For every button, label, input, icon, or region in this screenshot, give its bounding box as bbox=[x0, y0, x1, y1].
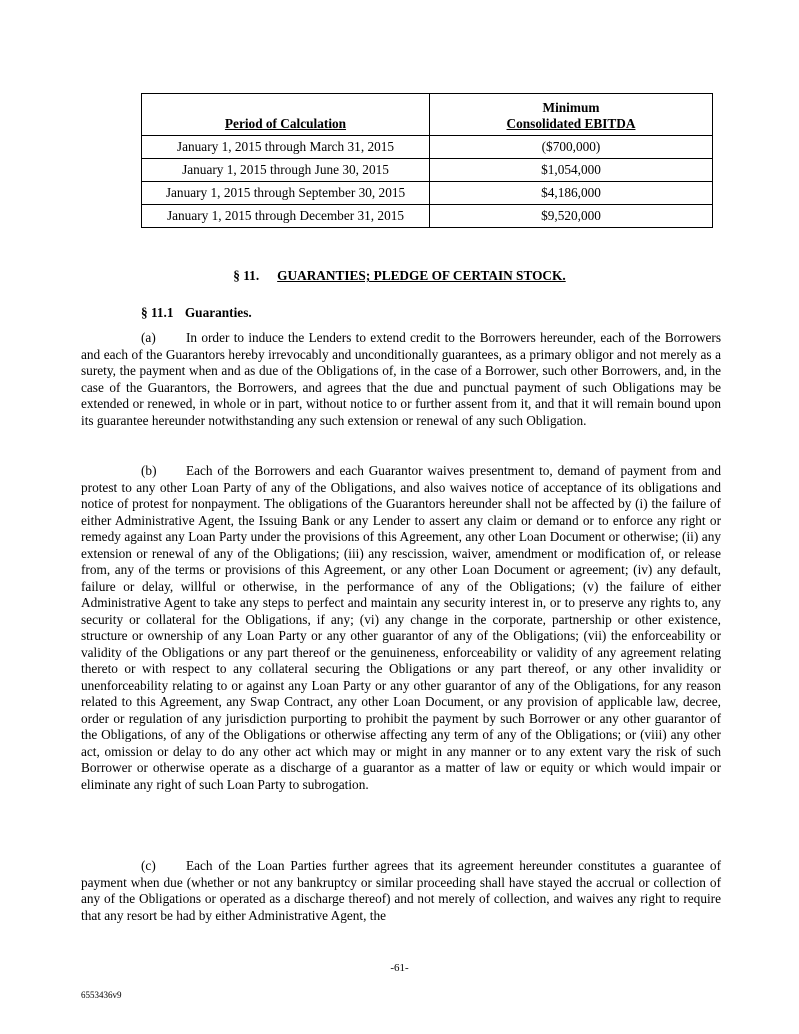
section-heading bbox=[0, 268, 799, 284]
paragraph-a-marker: (a) bbox=[141, 330, 156, 345]
row-value: $4,186,000 bbox=[430, 182, 713, 205]
page-number: -61- bbox=[390, 962, 409, 974]
row-period: January 1, 2015 through September 30, 2015 bbox=[142, 182, 430, 205]
paragraph-a-text: In order to induce the Lenders to extend credit to the Borrowers hereunder, each of the Borrowers and each of the Guarantors hereby irrevocably and unconditionally guarantees, as a primary obligor and not merely as a surety, the payment when and as due of the Obligations of, in the case of a Borrower, such other Borrowers, and, in the case of the Guarantors, the Borrowers, and agrees that the due and punctual payment of such Obligations may be extended or renewed, in whole or in part, without notice to or further assent from it, and that it will remain bound upon its guarantee hereunder notwithstanding any such extension or renewal of any such Obligation. bbox=[81, 330, 721, 428]
row-period: January 1, 2015 through December 31, 2015 bbox=[142, 205, 430, 228]
table-row bbox=[142, 205, 713, 228]
header-period-label: Period of Calculation bbox=[224, 116, 347, 131]
subsection-number: § 11.1 bbox=[141, 305, 174, 320]
row-value: $1,054,000 bbox=[430, 159, 713, 182]
paragraph-b-marker: (b) bbox=[141, 463, 157, 478]
header-min-line1: Minimum bbox=[542, 100, 600, 115]
header-period bbox=[142, 94, 430, 136]
row-value: ($700,000) bbox=[430, 136, 713, 159]
document-id: 6553436v9 bbox=[81, 990, 122, 1000]
subsection-title: Guaranties. bbox=[184, 305, 252, 320]
table-row bbox=[142, 136, 713, 159]
subsection-heading bbox=[141, 305, 252, 321]
table-row bbox=[142, 159, 713, 182]
paragraph-c bbox=[81, 858, 721, 924]
section-title: GUARANTIES; PLEDGE OF CERTAIN STOCK. bbox=[277, 268, 566, 283]
section-number: § 11. bbox=[233, 268, 260, 283]
paragraph-b-text: Each of the Borrowers and each Guarantor waives presentment to, demand of payment from and protest to any other Loan Party of any of the Obligations, and also waives notice of acceptance of its obligations and notice of protest for nonpayment. The obligations of the Guarantors hereunder shall not be affected by (i) the failure of either Administrative Agent, the Issuing Bank or any Lender to assert any claim or demand or to enforce any right or remedy against any Loan Party under the provisions of this Agreement, any other Loan Document or otherwise; (ii) any extension or renewal of any of the Obligations; (iii) any rescission, waiver, amendment or modification of, or release from, any of the terms or provisions of this Agreement, or any other Loan Document or agreement; (iv) any default, failure or delay, willful or otherwise, in the performance of any of the Obligations; (v) the failure of either Administrative Agent to take any steps to perfect and maintain any security interest in, or to preserve any rights to, any security or collateral for the Obligations, if any; (vi) any change in the corporate, partnership or other existence, structure or ownership of any Loan Party or any other guarantor of any of the Obligations; (vii) the enforceability or validity of the Obligations or any part thereof or the genuineness, enforceability or validity of any agreement relating thereto or with respect to any collateral securing the Obligations or any part thereof, or any other invalidity or unenforceability relating to or against any Loan Party or any other guarantor of any of the Obligations, for any reason related to this Agreement, any Swap Contract, any other Loan Document, or any provision of applicable law, decree, order or regulation of any jurisdiction purporting to prohibit the payment by such Borrower or any other guarantor of the Obligations, of any of the Obligations or otherwise affecting any term of any of the Obligations; or (viii) any other act, omission or delay to do any other act which may or might in any manner or to any extent vary the risk of such Borrower or otherwise operate as a discharge of a guarantor as a matter of law or equity or which would impair or eliminate any right of such Loan Party to subrogation. bbox=[81, 463, 721, 792]
paragraph-a bbox=[81, 330, 721, 429]
header-min-line2: Consolidated EBITDA bbox=[506, 116, 636, 131]
row-period: January 1, 2015 through June 30, 2015 bbox=[142, 159, 430, 182]
paragraph-c-marker: (c) bbox=[141, 858, 156, 873]
paragraph-c-text: Each of the Loan Parties further agrees that its agreement hereunder constitutes a guarantee of payment when due (whether or not any bankruptcy or similar proceeding shall have stayed the accrual or collection of any of the Obligations or operated as a discharge thereof) and not merely of collection, and waives any right to require that any resort be had by either Administrative Agent, the bbox=[81, 858, 721, 923]
table-header-row bbox=[142, 94, 713, 136]
row-period: January 1, 2015 through March 31, 2015 bbox=[142, 136, 430, 159]
paragraph-b bbox=[81, 463, 721, 793]
ebitda-table bbox=[141, 93, 713, 228]
table-row bbox=[142, 182, 713, 205]
row-value: $9,520,000 bbox=[430, 205, 713, 228]
header-min-ebitda bbox=[430, 94, 713, 136]
